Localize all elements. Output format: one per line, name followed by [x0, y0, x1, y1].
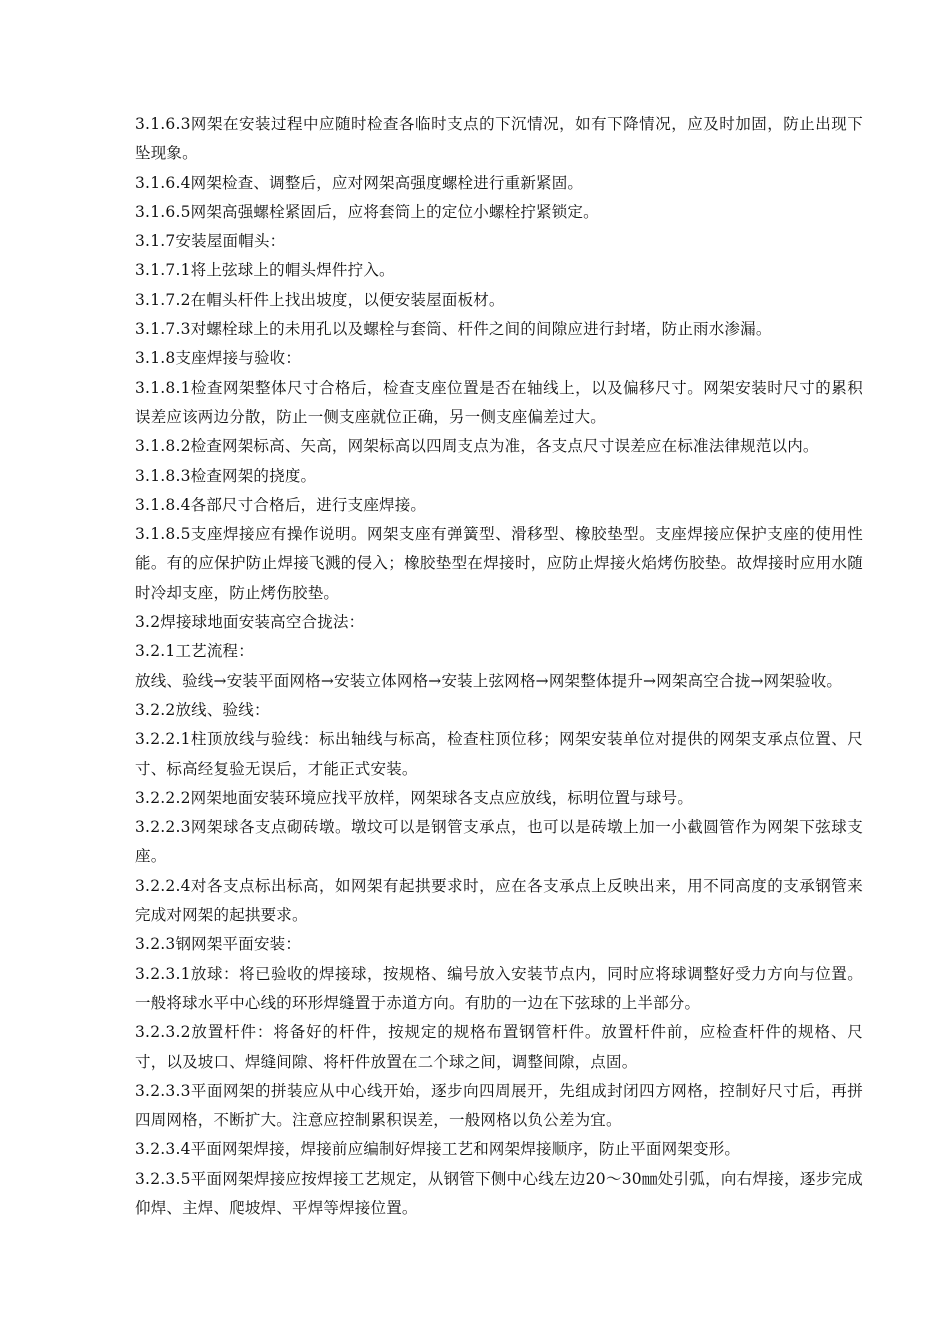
paragraph-3-2-2-2: 3.2.2.2网架地面安装环境应找平放样，网架球各支点应放线，标明位置与球号。: [135, 788, 694, 807]
paragraph-3-1-6-3: 3.1.6.3网架在安装过程中应随时检查各临时支点的下沉情况，如有下降情况，应及时加固，防止出现下坠现象。: [135, 115, 863, 163]
paragraph-3-1-8-4: 3.1.8.4各部尺寸合格后，进行支座焊接。: [135, 495, 427, 514]
paragraph-3-1-8-2: 3.1.8.2检查网架标高、矢高，网架标高以四周支点为准，各支点尺寸误差应在标准法律规范以内。: [135, 437, 819, 456]
paragraph-3-1-7-1: 3.1.7.1将上弦球上的帽头焊件拧入。: [135, 261, 395, 280]
paragraph-3-2-2-4: 3.2.2.4对各支点标出标高，如网架有起拱要求时，应在各支承点上反映出来，用不同高度的支承钢管来完成对网架的起拱要求。: [135, 876, 863, 925]
process-flow-text: 放线、验线→安装平面网格→安装立体网格→安装上弦网格→网架整体提升→网架高空合拢→网架验收。: [135, 671, 843, 690]
paragraph-3-2-3-2: 3.2.3.2放置杆件：将备好的杆件，按规定的规格布置钢管杆件。放置杆件前，应检查杆件的规格、尺寸，以及坡口、焊缝间隙、将杆件放置在二个球之间，调整间隙，点固。: [135, 1023, 863, 1071]
document-body: [135, 110, 863, 1223]
paragraph-3-2-2-1: 3.2.2.1柱顶放线与验线：标出轴线与标高，检查柱顶位移；网架安装单位对提供的网架支承点位置、尺寸、标高经复验无误后，才能正式安装。: [135, 730, 863, 778]
paragraph-3-2-3-1: 3.2.3.1放球：将已验收的焊接球，按规格、编号放入安装节点内，同时应将球调整好受力方向与位置。一般将球水平中心线的环形焊缝置于赤道方向。有肋的一边在下弦球的上半部分。: [135, 964, 863, 1012]
heading-3-1-7: 3.1.7安装屋面帽头：: [135, 232, 286, 251]
heading-3-2-3: 3.2.3钢网架平面安装：: [135, 935, 302, 954]
paragraph-3-2-3-4: 3.2.3.4平面网架焊接，焊接前应编制好焊接工艺和网架焊接顺序，防止平面网架变形。: [135, 1140, 741, 1159]
heading-3-2-2: 3.2.2放线、验线：: [135, 700, 270, 719]
heading-3-2: 3.2焊接球地面安装高空合拢法：: [135, 613, 365, 632]
paragraph-3-2-3-3: 3.2.3.3平面网架的拼装应从中心线开始，逐步向四周展开，先组成封闭四方网格，控制好尺寸后，再拼四周网格，不断扩大。注意应控制累积误差，一般网格以负公差为宜。: [135, 1081, 863, 1130]
heading-3-2-1: 3.2.1工艺流程：: [135, 642, 254, 661]
paragraph-3-1-8-3: 3.1.8.3检查网架的挠度。: [135, 466, 317, 485]
paragraph-3-1-6-5: 3.1.6.5网架高强螺栓紧固后，应将套筒上的定位小螺栓拧紧锁定。: [135, 202, 599, 221]
paragraph-3-2-3-5: 3.2.3.5平面网架焊接应按焊接工艺规定，从钢管下侧中心线左边20～30㎜处引弧，向右焊接，逐步完成仰焊、主焊、爬坡焊、平焊等焊接位置。: [135, 1169, 863, 1217]
paragraph-3-1-8-1: 3.1.8.1检查网架整体尺寸合格后，检查支座位置是否在轴线上，以及偏移尺寸。网架安装时尺寸的累积误差应该两边分散，防止一侧支座就位正确，另一侧支座偏差过大。: [135, 378, 863, 426]
heading-3-1-8: 3.1.8支座焊接与验收：: [135, 349, 302, 368]
paragraph-3-1-7-3: 3.1.7.3对螺栓球上的未用孔以及螺栓与套筒、杆件之间的间隙应进行封堵，防止雨水渗漏。: [135, 320, 772, 339]
paragraph-3-1-8-5: 3.1.8.5支座焊接应有操作说明。网架支座有弹簧型、滑移型、橡胶垫型。支座焊接应保护支座的使用性能。有的应保护防止焊接飞溅的侵入；橡胶垫型在焊接时，应防止焊接火焰烤伤胶垫。故焊接时应用水随时冷却支座，防止烤伤胶垫。: [135, 525, 863, 602]
paragraph-3-2-2-3: 3.2.2.3网架球各支点砌砖墩。墩坟可以是钢管支承点，也可以是砖墩上加一小截圆管作为网架下弦球支座。: [135, 818, 863, 866]
paragraph-3-1-7-2: 3.1.7.2在帽头杆件上找出坡度，以便安装屋面板材。: [135, 290, 505, 309]
paragraph-3-1-6-4: 3.1.6.4网架检查、调整后，应对网架高强度螺栓进行重新紧固。: [135, 173, 584, 192]
